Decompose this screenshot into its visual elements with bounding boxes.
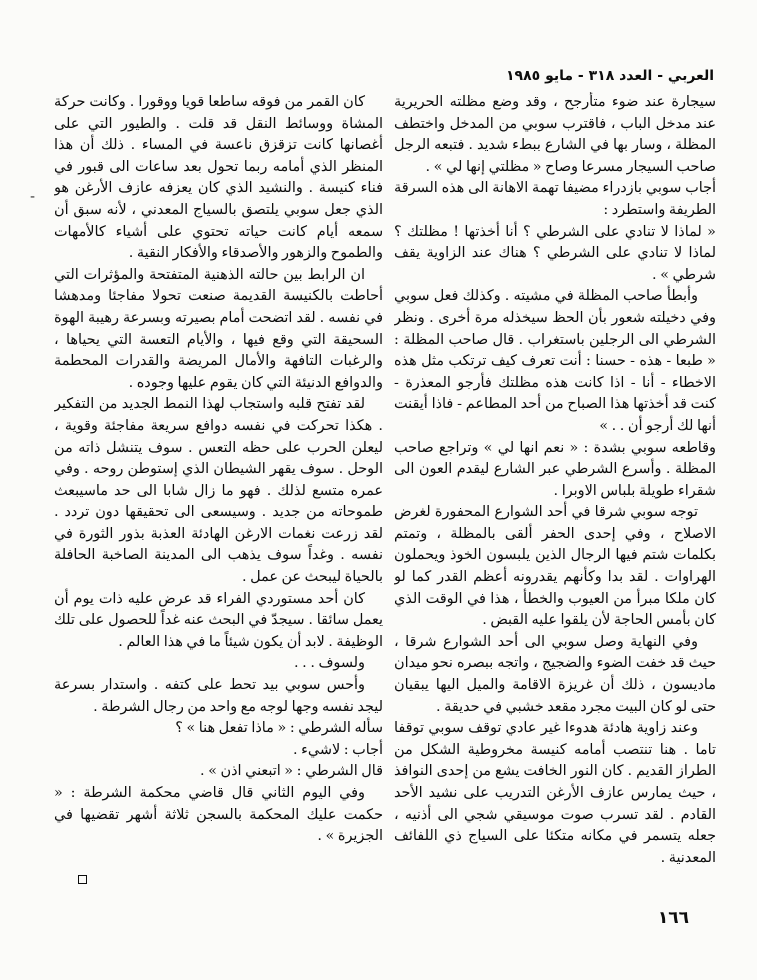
paragraph: كان القمر من فوقه ساطعا قويا ووقورا . وكانت حركة المشاة ووسائط النقل قد قلت . والطيور التي على أغصانها كانت تزقزق ناعسة في المساء . ذلك أن هذا المنظر الذي أمامه ربما تحول بعد ساعات الى قبور في فناء كنيسة . والنشيد الذي كان يعزفه عازف الأرغن هو الذي جعل سوبي يلتصق بالسياج المعدني ، لأنه سبق أن سمعه أيام كانت حياته تحتوي على أشياء كالأمهات والطموح والزهور والأصدقاء والأفكار النقية . xyxy=(54,94,383,262)
margin-mark: - xyxy=(30,189,36,205)
paragraph: كان أحد مستوردي الفراء قد عرض عليه ذات يوم أن يعمل سائقا . سيجدّ في البحث عنه غداً للحصول على تلك الوظيفة . لابد أن يكون شيئاً ما في هذا العالم . xyxy=(54,590,383,650)
paragraph: أجاب : لاشيء . xyxy=(293,741,383,758)
paragraph: سيجارة عند ضوء متأرجح ، وقد وضع مظلته الحريرية عند مدخل الباب ، فاقترب سوبي من المدخل واختطف المظلة ، وسار بها في الشارع ببطء شديد . فتبعه الرجل صاحب السيجار مسرعا وصاح « مظلتي إنها لي » . xyxy=(394,94,716,175)
paragraph: وأحس سوبي بيد تحط على كتفه . واستدار بسرعة ليجد نفسه وجها لوجه مع واحد من رجال الشرطة . xyxy=(54,677,383,715)
paragraph: وفي النهاية وصل سوبي الى أحد الشوارع شرقا ، حيث قد خفت الضوء والضجيج ، واتجه ببصره نحو ميدان ماديسون ، ذلك أن غريزة الاقامة والميل اليها يبقيان حتى لو كان البيت مجرد مقعد خشبي في حديقة . xyxy=(394,633,716,715)
paragraph: وقاطعه سوبي بشدة : « نعم انها لي » وتراجع صاحب المظلة . وأسرع الشرطي عبر الشارع ليقدم العون الى شقراء طويلة بلباس الاوبرا . xyxy=(394,439,716,499)
paragraph: وأبطأ صاحب المظلة في مشيته . وكذلك فعل سوبي وفي دخيلته شعور بأن الحظ سيخذله مرة أخرى . ونظر الشرطي الى الرجلين باستغراب . قال صاحب المظلة : « طبعا - هذه - حسنا : أنت تعرف كيف ترتكب مثل هذه الاخطاء - أنا - اذا كانت هذه مظلتك فأرجو المعذرة - كنت قد أخذتها هذا الصباح من أحد المطاعم - فاذا أيقنت أنها لك أرجو أن . . » xyxy=(394,288,716,434)
paragraph: سأله الشرطي : « ماذا تفعل هنا » ؟ xyxy=(175,720,383,737)
text-column-right xyxy=(394,92,716,912)
text-column-left xyxy=(54,92,383,912)
paragraph: توجه سوبي شرقا في أحد الشوارع المحفورة لغرض الاصلاح ، وفي إحدى الحفر ألقى بالمظلة ، وتمتم بكلمات شتم فيها الرجال الذين يلبسون الخوذ ويحملون الهراوات . لقد بدا وكأنهم يقدرونه أعظم القدر كما لو كان ملكا مبرأ من العيوب والخطأ ، هذا في الوقت الذي كان بأمس الحاجة لأن يلقوا عليه القبض . xyxy=(394,504,716,629)
paragraph: « لماذا لا تنادي على الشرطي ؟ أنا أخذتها ! مظلتك ؟ لماذا لا تنادي على الشرطي ؟ هناك عند الزاوية يقف شرطي » . xyxy=(394,223,716,283)
paragraph: ولسوف . . . xyxy=(294,655,365,672)
paragraph: ان الرابط بين حالته الذهنية المتفتحة والمؤثرات التي أحاطت بالكنيسة القديمة صنعت تحولا مفاجئا ومدهشا في نفسه . لقد اتضحت أمام بصيرته وبسرعة رهيبة الهوة السحيقة التي وقع فيها ، والأيام التعسة التي يحياها ، والرغبات التافهة والأمال المريضة والقدرات المحطمة والدوافع الدنيئة التي كان يقوم عليها وجوده . xyxy=(54,266,383,391)
paragraph: قال الشرطي : « اتبعني اذن » . xyxy=(200,763,383,780)
end-of-article-square-icon xyxy=(78,875,87,884)
paragraph: أجاب سوبي بازدراء مضيفا تهمة الاهانة الى هذه السرقة الطريفة واستطرد : xyxy=(394,180,716,218)
paragraph: وعند زاوية هادئة هدوءا غير عادي توقف سوبي توقفا تاما . هنا تنتصب أمامه كنيسة مخروطية الشكل من الطراز القديم . كان النور الخافت يشع من إحدى النوافذ ، حيث يمارس عازف الأرغن التدريب على نشيد الأحد القادم . لقد تسرب صوت موسيقي شجي الى أذنيه ، جعله يتسمر في مكانه متكئا على السياج ذي اللفائف المعدنية . xyxy=(394,720,716,866)
page-number: ١٦٦ xyxy=(657,908,689,928)
paragraph: وفي اليوم الثاني قال قاضي محكمة الشرطة : « حكمت عليك المحكمة بالسجن ثلاثة أشهر تقضيها في الجزيرة » . xyxy=(54,785,383,845)
paragraph: لقد تفتح قلبه واستجاب لهذا النمط الجديد من التفكير . هكذا تحركت في نفسه دوافع سريعة مفاجئة وقوية ، ليعلن الحرب على حظه التعس . سوف يتنشل ذاته من الوحل . سوف يقهر الشيطان الذي إستوطن روحه . وفي عمره متسع لذلك . فهو ما زال شابا الى حد ماسيبعث طموحاته من جديد . وسيسعى الى تحقيقها دون تردد . لقد زرعت نغمات الارغن الهادئة العذبة بذور الثورة في نفسه . وغداً سوف يذهب الى المدينة الصاخبة الحافلة بالحياة ليبحث عن عمل . xyxy=(54,396,383,586)
running-header: العربي - العدد ٣١٨ - مايو ١٩٨٥ xyxy=(506,68,714,84)
